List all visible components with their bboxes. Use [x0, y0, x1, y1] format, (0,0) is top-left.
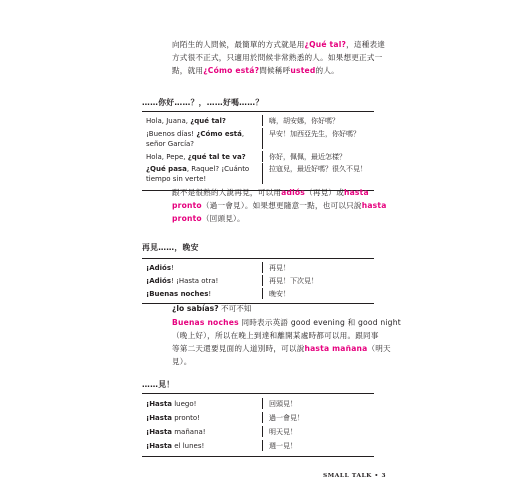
keyword-hasta: hasta: [361, 201, 387, 210]
goodbye-line-2: pronto（過一會見）。如果想更隨意一點，也可以只說hasta: [172, 201, 387, 210]
table-row: ¡Adiós! 再見！: [142, 259, 374, 273]
section-heading-greetings: ……你好……？，……好嗎……？: [142, 98, 264, 107]
intro-line-2: 方式很不正式，只適用於問候非常熟悉的人。如果想更正式一: [172, 53, 383, 62]
table-row: ¡Buenas noches! 晚安！: [142, 286, 374, 303]
section-heading-see-you: ……見！: [142, 380, 175, 389]
table-row: ¡Hasta pronto! 過一會見！: [142, 409, 374, 423]
note-line-1: Buenas noches 同時表示英語 good evening 和 good night: [172, 318, 401, 327]
intro-paragraph: [172, 38, 402, 77]
note-title: ¿lo sabías? 不可不知: [172, 304, 252, 313]
section-heading-goodbye: 再見……，晚安: [142, 243, 199, 252]
page-number: 3: [381, 473, 387, 479]
keyword-usted: usted: [290, 66, 316, 75]
goodbye-table: [142, 258, 374, 304]
table-row: ¡Hasta luego! 回頭見！: [142, 394, 374, 409]
keyword-como-esta: ¿Cómo está?: [203, 66, 260, 75]
table-row: ¡Buenos días! ¿Cómo está, señor García? 早安！加西亞先生，你好嗎？: [142, 126, 374, 149]
keyword-hasta-manana: hasta mañana: [304, 344, 368, 353]
keyword-pronto: pronto: [172, 214, 202, 223]
keyword-adios: adiós: [281, 188, 306, 197]
table-row: Hola, Juana, ¿qué tal? 嗨，胡安娜，你好嗎？: [142, 112, 374, 126]
footer-label: SMALL TALK: [323, 473, 372, 479]
table-row: ¡Adiós! ¡Hasta otra! 再見！下次見！: [142, 273, 374, 286]
keyword-que-tal: ¿Qué tal?: [304, 40, 347, 49]
intro-line-1: 向陌生的人問候，最簡單的方式就是用¿Qué tal?，這種表達: [172, 40, 386, 49]
table-row: ¡Hasta mañana! 明天見！: [142, 423, 374, 437]
keyword-pronto: pronto: [172, 201, 202, 210]
see-you-table: [142, 393, 374, 457]
goodbye-paragraph: [172, 186, 402, 225]
note-line-3: 等第二天還要見面的人道別時，可以說hasta mañana（明天: [172, 344, 391, 353]
note-line-2: （晚上好），所以在晚上到達和離開某處時都可以用。跟同事: [172, 331, 379, 340]
note-paragraph: [172, 316, 402, 368]
greetings-table: [142, 111, 374, 191]
footer-bullet: •: [374, 473, 379, 479]
intro-line-3: 點，就用¿Cómo está?問候稱呼usted的人。: [172, 66, 339, 75]
goodbye-line-1: 跟不是很熟的人說再見，可以用adiós（再見）或hasta: [172, 188, 369, 197]
table-row: ¡Hasta el lunes! 週一見！: [142, 437, 374, 456]
keyword-buenas-noches: Buenas noches: [172, 318, 239, 327]
note-line-4: 見）。: [172, 357, 192, 366]
page-footer: [323, 473, 386, 479]
goodbye-line-3: pronto（回頭見）。: [172, 214, 245, 223]
table-row: Hola, Pepe, ¿qué tal te va? 你好，佩佩，最近怎樣？: [142, 149, 374, 162]
table-row: ¿Qué pasa, Raquel? ¡Cuánto tiempo sin verte! 拉寇兒，最近好嗎？很久不見！: [142, 162, 374, 190]
keyword-hasta: hasta: [344, 188, 369, 197]
